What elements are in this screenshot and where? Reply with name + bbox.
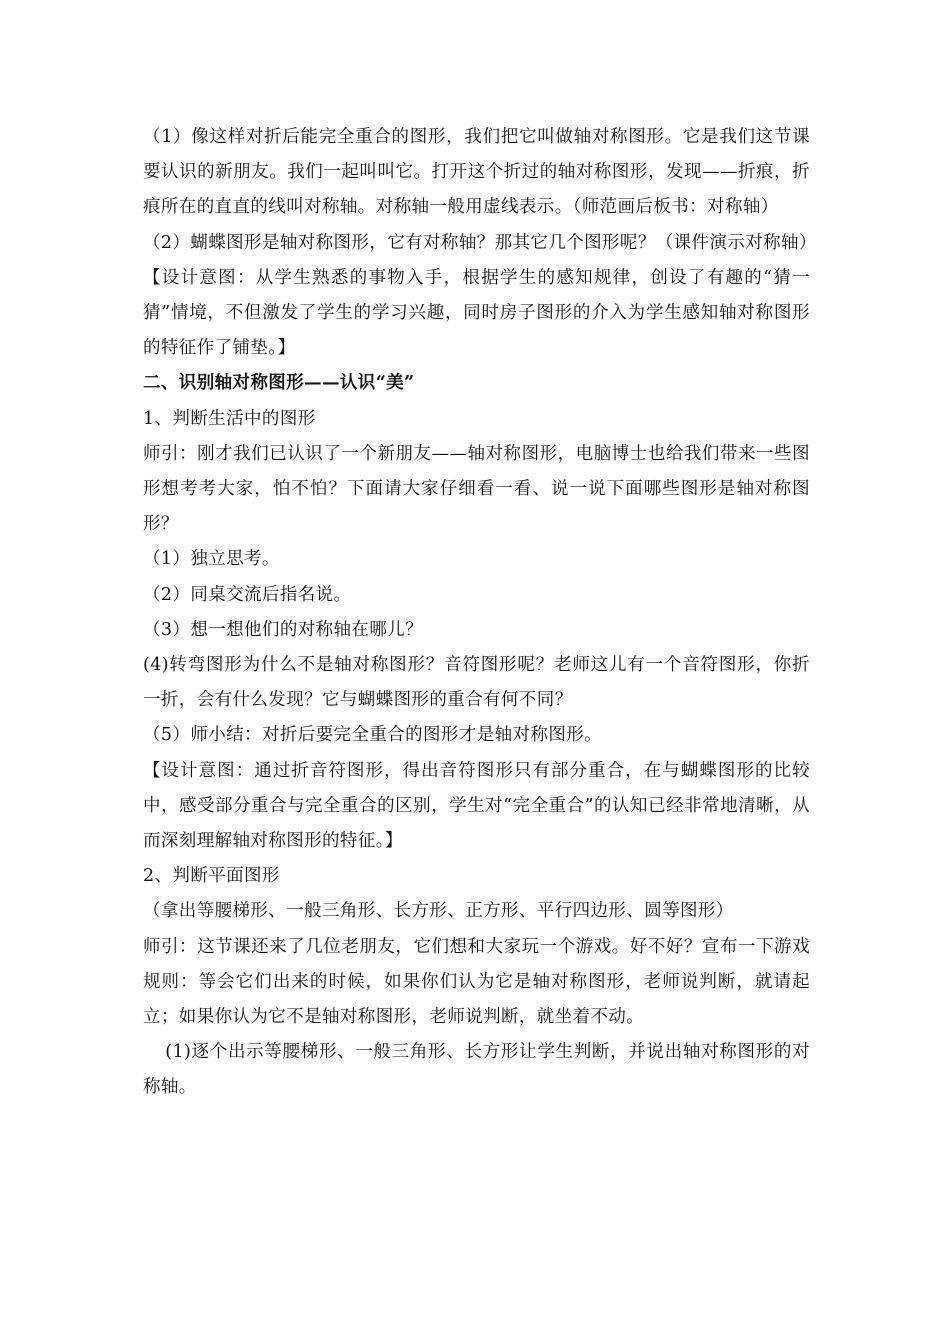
- list-item-summary: （5）师小结：对折后要完全重合的图形才是轴对称图形。: [143, 725, 603, 746]
- subheading-life-shapes: 1、判断生活中的图形: [143, 408, 316, 429]
- list-item-note-shape: (4)转弯图形为什么不是轴对称图形？音符图形呢？老师这儿有一个音符图形，你折一折，会有什么发现？它与蝴蝶图形的重合有何不同？: [143, 655, 810, 711]
- section-heading: 二、识别轴对称图形——认识“美”: [143, 373, 415, 394]
- list-item-think: （1）独立思考。: [143, 549, 280, 570]
- paragraph-butterfly-axis: （2）蝴蝶图形是轴对称图形，它有对称轴？那其它几个图形呢？（课件演示对称轴）: [143, 232, 817, 253]
- paragraph-teacher-intro-1: 师引：刚才我们已认识了一个新朋友——轴对称图形，电脑博士也给我们带来一些图形想考考大家，怕不怕？下面请大家仔细看一看、说一说下面哪些图形是轴对称图形？: [143, 443, 810, 535]
- paragraph-design-intent-1: 【设计意图：从学生熟悉的事物入手，根据学生的感知规律，创设了有趣的“猜一猜”情境，不但激发了学生的学习兴趣，同时房子图形的介入为学生感知轴对称图形的特征作了铺垫。】: [143, 267, 810, 359]
- document-body: [143, 120, 817, 1106]
- subheading-plane-shapes: 2、判断平面图形: [143, 866, 280, 887]
- paragraph-fold-definition: （1）像这样对折后能完全重合的图形，我们把它叫做轴对称图形。它是我们这节课要认识的新朋友。我们一起叫叫它。打开这个折过的轴对称图形，发现——折痕，折痕所在的直直的线叫对称轴。对称轴一般用虚线表示。（师范画后板书：对称轴）: [143, 127, 810, 218]
- list-item-axis-where: （3）想一想他们的对称轴在哪儿？: [143, 619, 424, 640]
- paragraph-shapes-list: （拿出等腰梯形、一般三角形、长方形、正方形、平行四边形、圆等图形）: [143, 901, 734, 922]
- paragraph-design-intent-2: 【设计意图：通过折音符图形，得出音符图形只有部分重合，在与蝴蝶图形的比较中，感受部分重合与完全重合的区别，学生对“完全重合”的认知已经非常地清晰，从而深刻理解轴对称图形的特征。】: [143, 760, 810, 852]
- list-item-discuss: （2）同桌交流后指名说。: [143, 584, 352, 605]
- paragraph-teacher-intro-2: 师引：这节课还来了几位老朋友，它们想和大家玩一个游戏。好不好？宣布一下游戏规则：等会它们出来的时候，如果你们认为它是轴对称图形，老师说判断，就请起立；如果你认为它不是轴对称图形，老师说判断，就坐着不动。: [143, 936, 810, 1028]
- list-item-show-shapes: (1)逐个出示等腰梯形、一般三角形、长方形让学生判断，并说出轴对称图形的对称轴。: [143, 1042, 810, 1098]
